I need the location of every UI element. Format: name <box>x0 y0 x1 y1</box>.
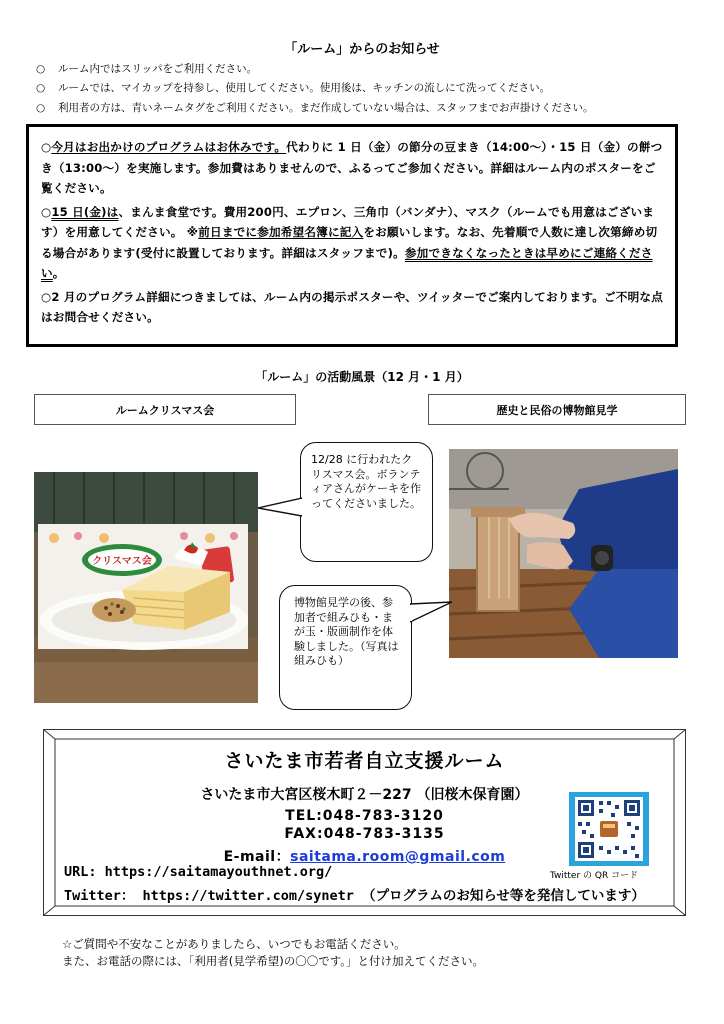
notice-highlight: 前日までに参加希望名簿に記入 <box>198 225 364 239</box>
rule-item <box>36 101 594 115</box>
caption-christmas: ルームクリスマス会 <box>34 394 296 425</box>
notice-box <box>26 124 678 347</box>
rule-text: ルーム内ではスリッパをご利用ください。 <box>58 63 258 75</box>
org-tel: TEL:048-783-3120 <box>285 808 444 824</box>
notice-paragraph-3: ○2 月のプログラム詳細につきましては、ルーム内の掲示ポスターや、ツイッターでご案内しております。ご不明な点はお問合せください。 <box>41 289 663 324</box>
circle-bullet: ○ <box>36 102 46 114</box>
speech-tail-museum <box>410 600 452 626</box>
notice-highlight: 今月はお出かけのプログラムはお休みです。 <box>51 140 287 154</box>
circle-bullet: ○ <box>36 63 46 75</box>
email-label: E-mail： <box>223 849 291 865</box>
notice-highlight: 参加できなくなったときは早めにご連絡ください <box>41 245 653 280</box>
notice-text: 代わりに 1 日（金）の節分の豆まき（14:00～）・15 日（金）の餅つき（13:00～）を実施します。参加費はありませんので、ふるってご参加ください。詳細はルーム内のポスターをご覧ください。 <box>41 140 663 195</box>
circle-bullet: ○ <box>36 82 46 94</box>
org-address: さいたま市大宮区桜木町２－227 （旧桜木保育園） <box>200 787 529 803</box>
notice-text: をお願いします。なお、先着順で人数に達し次第締め切る場合があります(受付に設置しております。詳細はスタッフまで)。 <box>41 225 658 260</box>
notice-text: 、まんま食堂です。費用200円、エプロン、三角巾（バンダナ）、マスク（ルームでも用意はございます）を用意してください。 ※ <box>41 204 655 239</box>
activity-title: 「ルーム」の活動風景（12 月・1 月） <box>255 370 469 384</box>
photo-braiding <box>449 449 678 658</box>
org-name: さいたま市若者自立支援ルーム <box>224 750 505 772</box>
cake-sign-text: クリスマス会 <box>92 556 152 567</box>
notice-text: 。 <box>52 266 65 280</box>
org-url[interactable]: URL: https://saitamayouthnet.org/ <box>64 864 333 880</box>
photo-christmas-cake <box>34 472 258 703</box>
org-twitter[interactable]: Twitter： https://twitter.com/synetr （プログラムのお知らせ等を発信しています） <box>64 888 645 904</box>
speech-tail-christmas <box>258 496 302 520</box>
speech-bubble-museum: 博物館見学の後、参加者で組みひも・まが玉・版画制作を体験しました。（写真は組みひも） <box>279 585 412 710</box>
caption-museum: 歴史と民俗の博物館見学 <box>428 394 686 425</box>
christmas-cake-illustration <box>34 472 258 703</box>
org-fax: FAX:048-783-3135 <box>284 826 445 842</box>
footer-line-2: また、お電話の際には、「利用者(見学希望)の〇〇です。」と付け加えてください。 <box>62 954 485 968</box>
rule-text: ルームでは、マイカップを持参し、使用してください。使用後は、キッチンの流しにて洗ってください。 <box>58 82 551 94</box>
qr-caption: Twitter の QR コード <box>550 871 639 881</box>
circle-bullet: ○ <box>41 204 52 219</box>
qr-code-icon[interactable] <box>569 792 649 866</box>
rule-item <box>36 81 550 95</box>
email-link[interactable]: saitama.room@gmail.com <box>290 849 506 865</box>
notice-highlight: 15 日(金)は <box>51 204 119 219</box>
footer-line-1: ☆ご質問や不安なことがありましたら、いつでもお電話ください。 <box>62 937 406 951</box>
speech-bubble-christmas: 12/28 に行われたクリスマス会。ボランティアさんがケーキを作ってくださいました。 <box>300 442 433 562</box>
notice-title: 「ルーム」からのお知らせ <box>284 42 440 57</box>
circle-bullet: ○ <box>41 140 52 154</box>
notice-paragraph-1 <box>41 137 663 199</box>
rule-item <box>36 62 257 76</box>
notice-paragraph-2 <box>41 202 663 284</box>
rule-text: 利用者の方は、青いネームタグをご利用ください。まだ作成していない場合は、スタッフまでお声掛けください。 <box>58 102 594 114</box>
braiding-illustration <box>449 449 678 658</box>
